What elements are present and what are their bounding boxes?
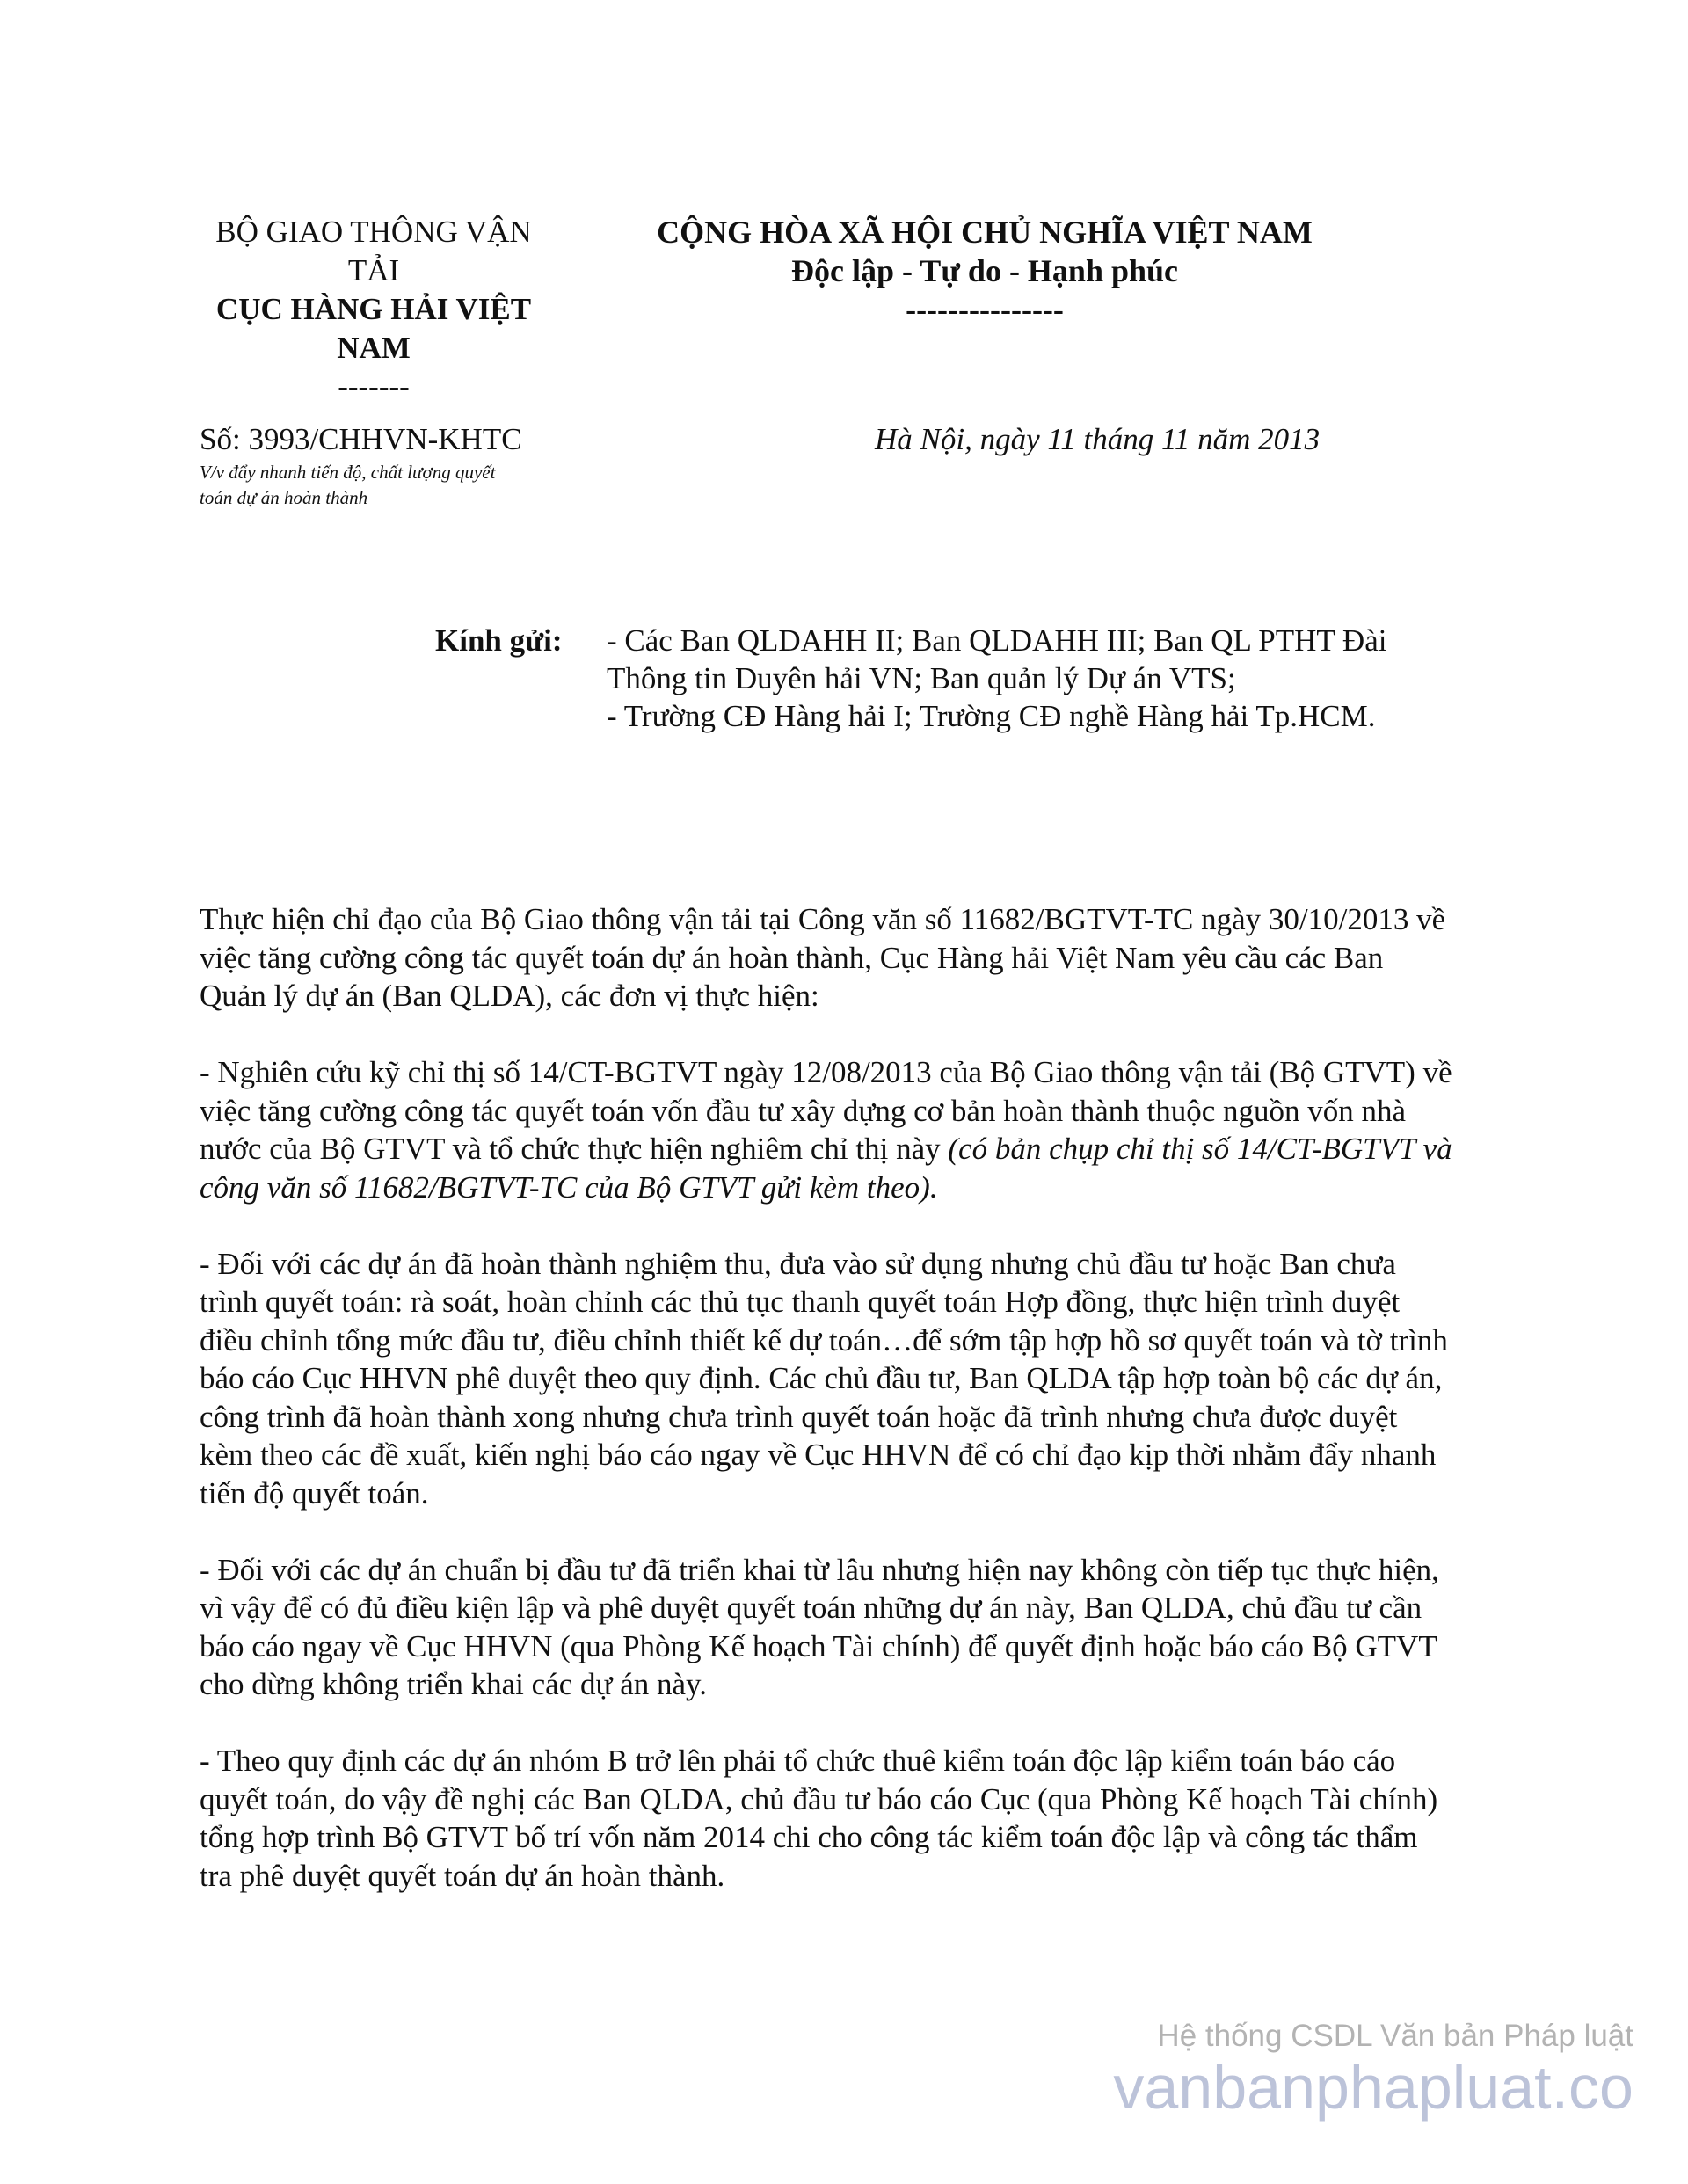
motto-separator: --------------- <box>906 292 1064 327</box>
body-paragraph-intro: Thực hiện chỉ đạo của Bộ Giao thông vận tải tại Công văn số 11682/BGTVT-TC ngày 30/10/2013 về việc tăng cường công tác quyết toán dự án hoàn thành, Cục Hàng hải Việt Nam yêu cầu các Ban Quản lý dự án (Ban QLDA), các đơn vị thực hiện: <box>200 902 1446 1013</box>
body-paragraph-completed-projects: - Đối với các dự án đã hoàn thành nghiệm thu, đưa vào sử dụng nhưng chủ đầu tư hoặc Ban chưa trình quyết toán: rà soát, hoàn chỉnh các thủ tục thanh quyết toán Hợp đồng, thực hiện trình duyệt điều chỉnh tổng mức đầu tư, điều chỉnh thiết kế dự toán…để sớm tập hợp hồ sơ quyết toán và tờ trình báo cáo Cục HHVN phê duyệt theo quy định. Các chủ đầu tư, Ban QLDA tập hợp toàn bộ các dự án, công trình đã hoàn thành xong nhưng chưa trình quyết toán hoặc đã trình nhưng chưa được duyệt kèm theo các đề xuất, kiến nghị báo cáo ngay về Cục HHVN để có chỉ đạo kịp thời nhằm đẩy nhanh tiến độ quyết toán. <box>200 1246 1448 1511</box>
recipients-label: Kính gửi: <box>435 623 563 658</box>
body-paragraph-directive <box>200 1053 1457 1206</box>
document-number: Số: 3993/CHHVN-KHTC <box>200 422 522 456</box>
issuing-authority <box>176 213 571 406</box>
recipient-group-2: - Trường CĐ Hàng hải I; Trường CĐ nghề Hàng hải Tp.HCM. <box>607 699 1376 733</box>
agency-name-line2: NAM <box>337 331 411 365</box>
recipient-group-1: - Các Ban QLDAHH II; Ban QLDAHH III; Ban QL PTHT Đài Thông tin Duyên hải VN; Ban quản lý Dự án VTS; <box>607 623 1387 695</box>
body-paragraph-audit: - Theo quy định các dự án nhóm B trở lên phải tổ chức thuê kiểm toán độc lập kiểm toán báo cáo quyết toán, do vậy đề nghị các Ban QLDA, chủ đầu tư báo cáo Cục (qua Phòng Kế hoạch Tài chính) tổng hợp trình Bộ GTVT bố trí vốn năm 2014 chi cho công tác kiểm toán độc lập và công tác thẩm tra phê duyệt quyết toán dự án hoàn thành. <box>200 1744 1438 1893</box>
document-date: Hà Nội, ngày 11 tháng 11 năm 2013 <box>875 422 1321 456</box>
document-body <box>200 900 1457 1933</box>
directive-attachment-note: (có bản chụp chỉ thị số 14/CT-BGTVT và công văn số 11682/BGTVT-TC của Bộ GTVT gửi kèm theo). <box>200 1132 1452 1205</box>
national-heading <box>607 213 1363 329</box>
document-subject-line1: V/v đẩy nhanh tiến độ, chất lượng quyết <box>200 462 496 483</box>
authority-separator: ------- <box>338 369 410 404</box>
document-subject-line2: toán dự án hoàn thành <box>200 487 368 508</box>
body-paragraph-preparation-projects: - Đối với các dự án chuẩn bị đầu tư đã triển khai từ lâu nhưng hiện nay không còn tiếp tục thực hiện, vì vậy để có đủ điều kiện lập và phê duyệt quyết toán những dự án này, Ban QLDA, chủ đầu tư cần báo cáo ngay về Cục HHVN (qua Phòng Kế hoạch Tài chính) để quyết định hoặc báo cáo Bộ GTVT cho dừng không triển khai các dự án này. <box>200 1552 1439 1701</box>
recipients-list <box>607 622 1398 735</box>
ministry-name-line2: TẢI <box>347 253 400 288</box>
country-name: CỘNG HÒA XÃ HỘI CHỦ NGHĨA VIỆT NAM <box>657 215 1313 250</box>
agency-name-line1: CỤC HÀNG HẢI VIỆT <box>215 292 532 326</box>
watermark-caption: Hệ thống CSDL Văn bản Pháp luật <box>1157 2019 1633 2053</box>
directive-main-text: - Nghiên cứu kỹ chỉ thị số 14/CT-BGTVT ngày 12/08/2013 của Bộ Giao thông vận tải (Bộ GTVT) về việc tăng cường công tác quyết toán vốn đầu tư xây dựng cơ bản hoàn thành thuộc nguồn vốn nhà nước của Bộ GTVT và tổ chức thực hiện nghiêm chỉ thị này <box>200 1055 1452 1166</box>
ministry-name-line1: BỘ GIAO THÔNG VẬN <box>215 215 532 249</box>
national-motto: Độc lập - Tự do - Hạnh phúc <box>790 253 1179 288</box>
document-subject <box>200 460 569 511</box>
watermark-site: vanbanphapluat.co <box>1113 2053 1633 2122</box>
